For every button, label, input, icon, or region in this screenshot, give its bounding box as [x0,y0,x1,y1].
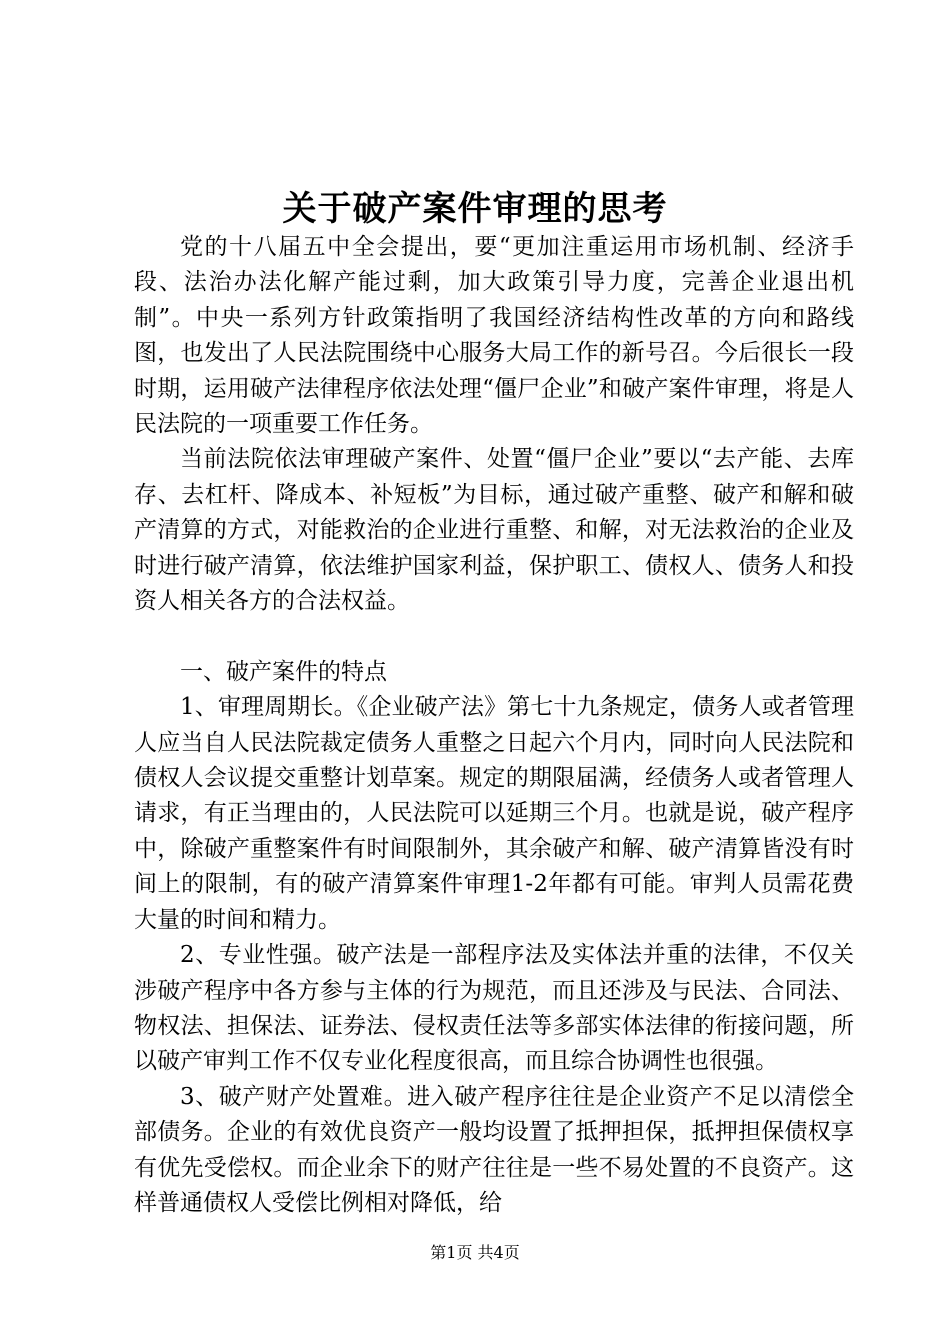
list-item: 2、专业性强。破产法是一部程序法及实体法并重的法律，不仅关涉破产程序中各方参与主体的行为规范，而且还涉及与民法、合同法、物权法、担保法、证券法、侵权责任法等多部实体法律的衔接问题，所以破产审判工作不仅专业化程度很高，而且综合协调性也很强。 [134,942,854,1075]
paragraph-spacer [134,619,854,654]
page-title: 关于破产案件审理的思考 [282,189,668,229]
list-item: 3、破产财产处置难。进入破产程序往往是企业资产不足以清偿全部债务。企业的有效优良资产一般均设置了抵押担保，抵押担保债权享有优先受偿权。而企业余下的财产往往是一些不易处置的不良资产。这样普通债权人受偿比例相对降低，给 [134,1083,854,1216]
section-heading: 一、破产案件的特点 [180,658,387,685]
paragraph: 党的十八届五中全会提出，要“更加注重运用市场机制、经济手段、法治办法化解产能过剩，加大政策引导力度，完善企业退出机制”。中央一系列方针政策指明了我国经济结构性改革的方向和路线图，也发出了人民法院围绕中心服务大局工作的新号召。今后很长一段时期，运用破产法律程序依法处理“僵尸企业”和破产案件审理，将是人民法院的一项重要工作任务。 [134,234,854,438]
paragraph: 当前法院依法审理破产案件、处置“僵尸企业”要以“去产能、去库存、去杠杆、降成本、补短板”为目标，通过破产重整、破产和解和破产清算的方式，对能救治的企业进行重整、和解，对无法救治的企业及时进行破产清算，依法维护国家利益，保护职工、债权人、债务人和投资人相关各方的合法权益。 [134,446,854,615]
page-footer: 第1页 共4页 [430,1243,520,1262]
list-item: 1、审理周期长。《企业破产法》第七十九条规定，债务人或者管理人应当自人民法院裁定债务人重整之日起六个月内，同时向人民法院和债权人会议提交重整计划草案。规定的期限届满，经债务人或者管理人请求，有正当理由的，人民法院可以延期三个月。也就是说，破产程序中，除破产重整案件有时间限制外，其余破产和解、破产清算皆没有时间上的限制，有的破产清算案件审理1-2年都有可能。审判人员需花费大量的时间和精力。 [134,694,854,933]
document-body [134,230,854,1221]
